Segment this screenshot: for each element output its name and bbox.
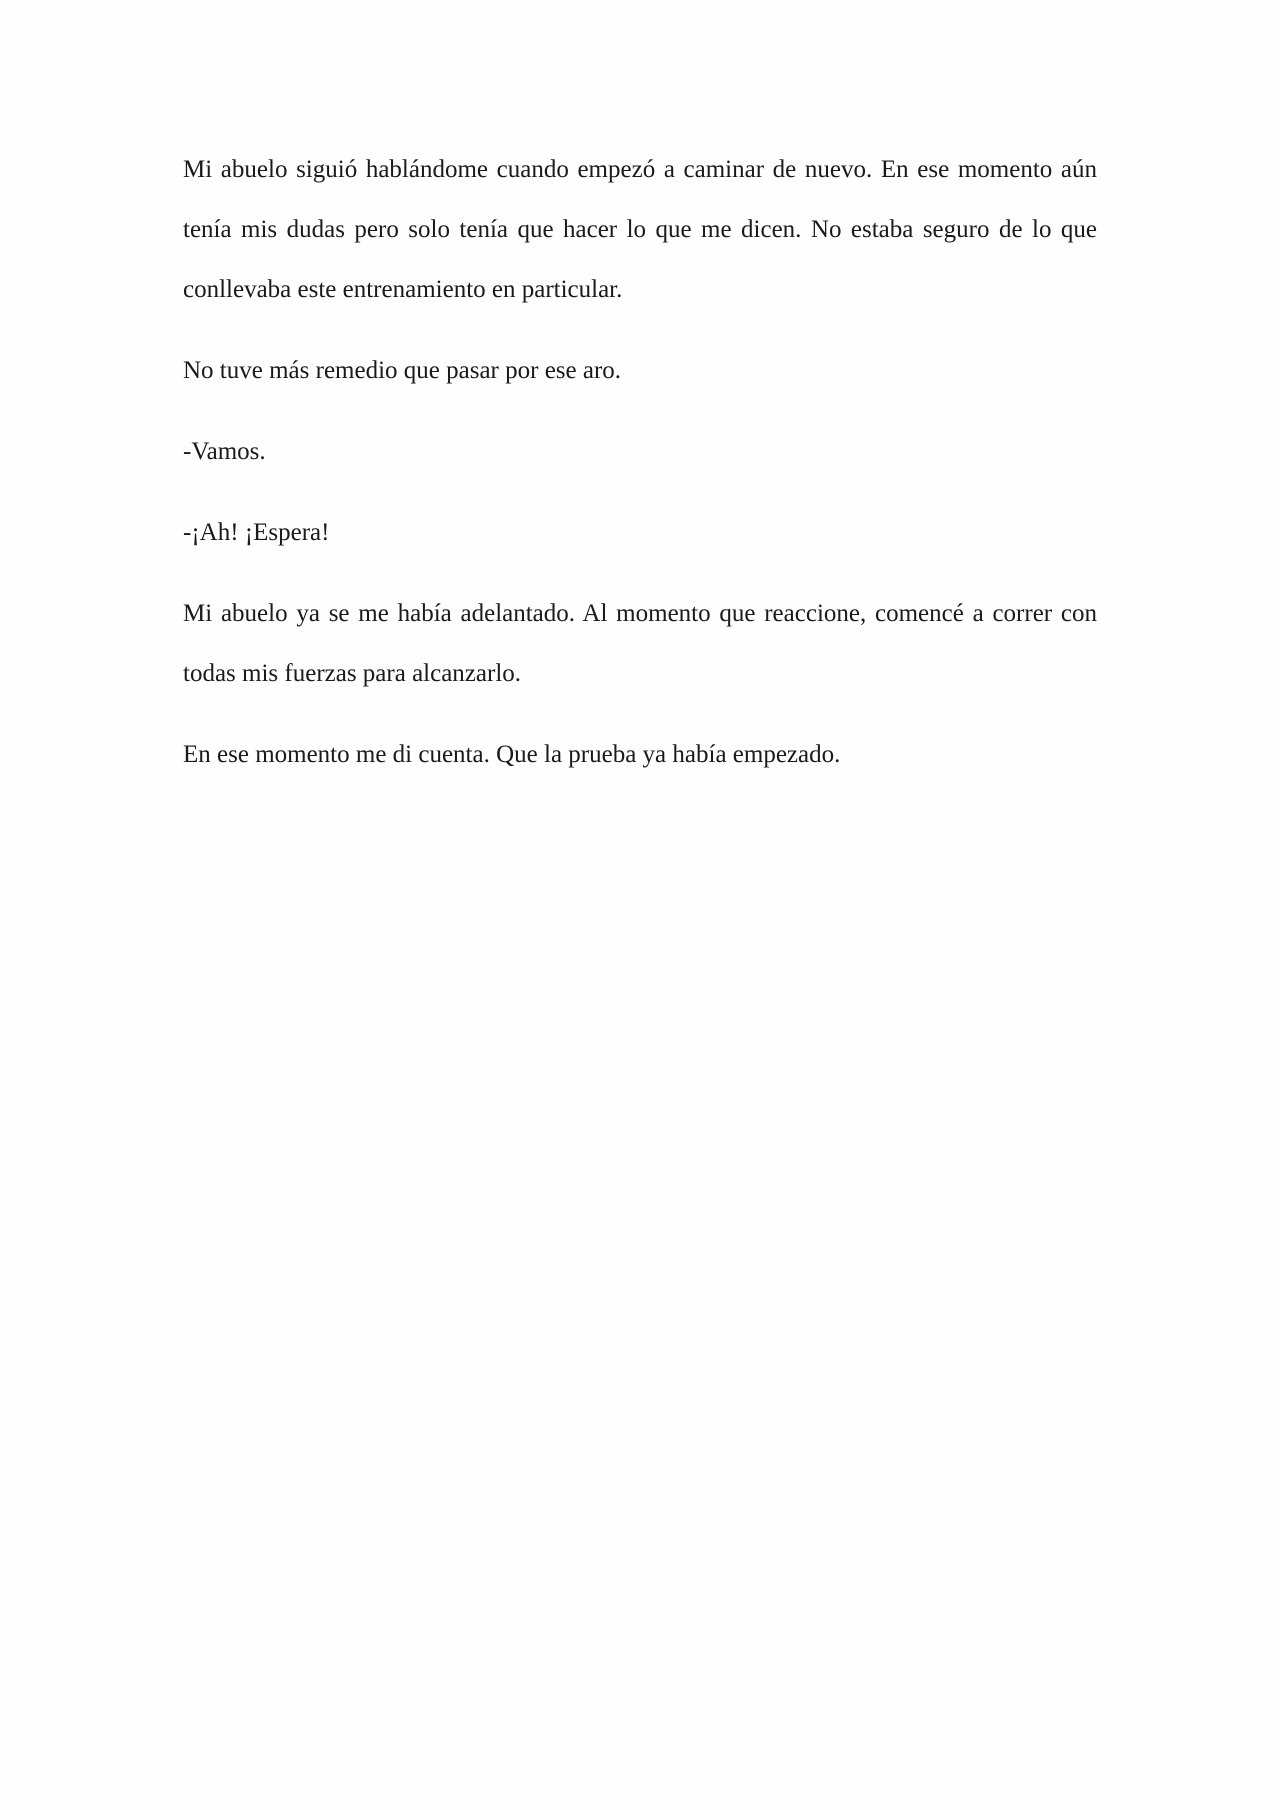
paragraph-2: No tuve más remedio que pasar por ese aro.: [183, 357, 622, 384]
paragraph-6: En ese momento me di cuenta. Que la prueba ya había empezado.: [183, 741, 841, 768]
paragraph-1: Mi abuelo siguió hablándome cuando empezó a caminar de nuevo. En ese momento aún tenía mis dudas pero solo tenía que hacer lo que me dicen. No estaba seguro de lo que conllevaba este entrenamiento en particular.: [183, 156, 1097, 303]
paragraph-3: -Vamos.: [183, 438, 266, 465]
document-body: [183, 140, 1097, 806]
paragraph-4: -¡Ah! ¡Espera!: [183, 519, 330, 546]
paragraph-5: Mi abuelo ya se me había adelantado. Al momento que reaccione, comencé a correr con todas mis fuerzas para alcanzarlo.: [183, 600, 1097, 687]
